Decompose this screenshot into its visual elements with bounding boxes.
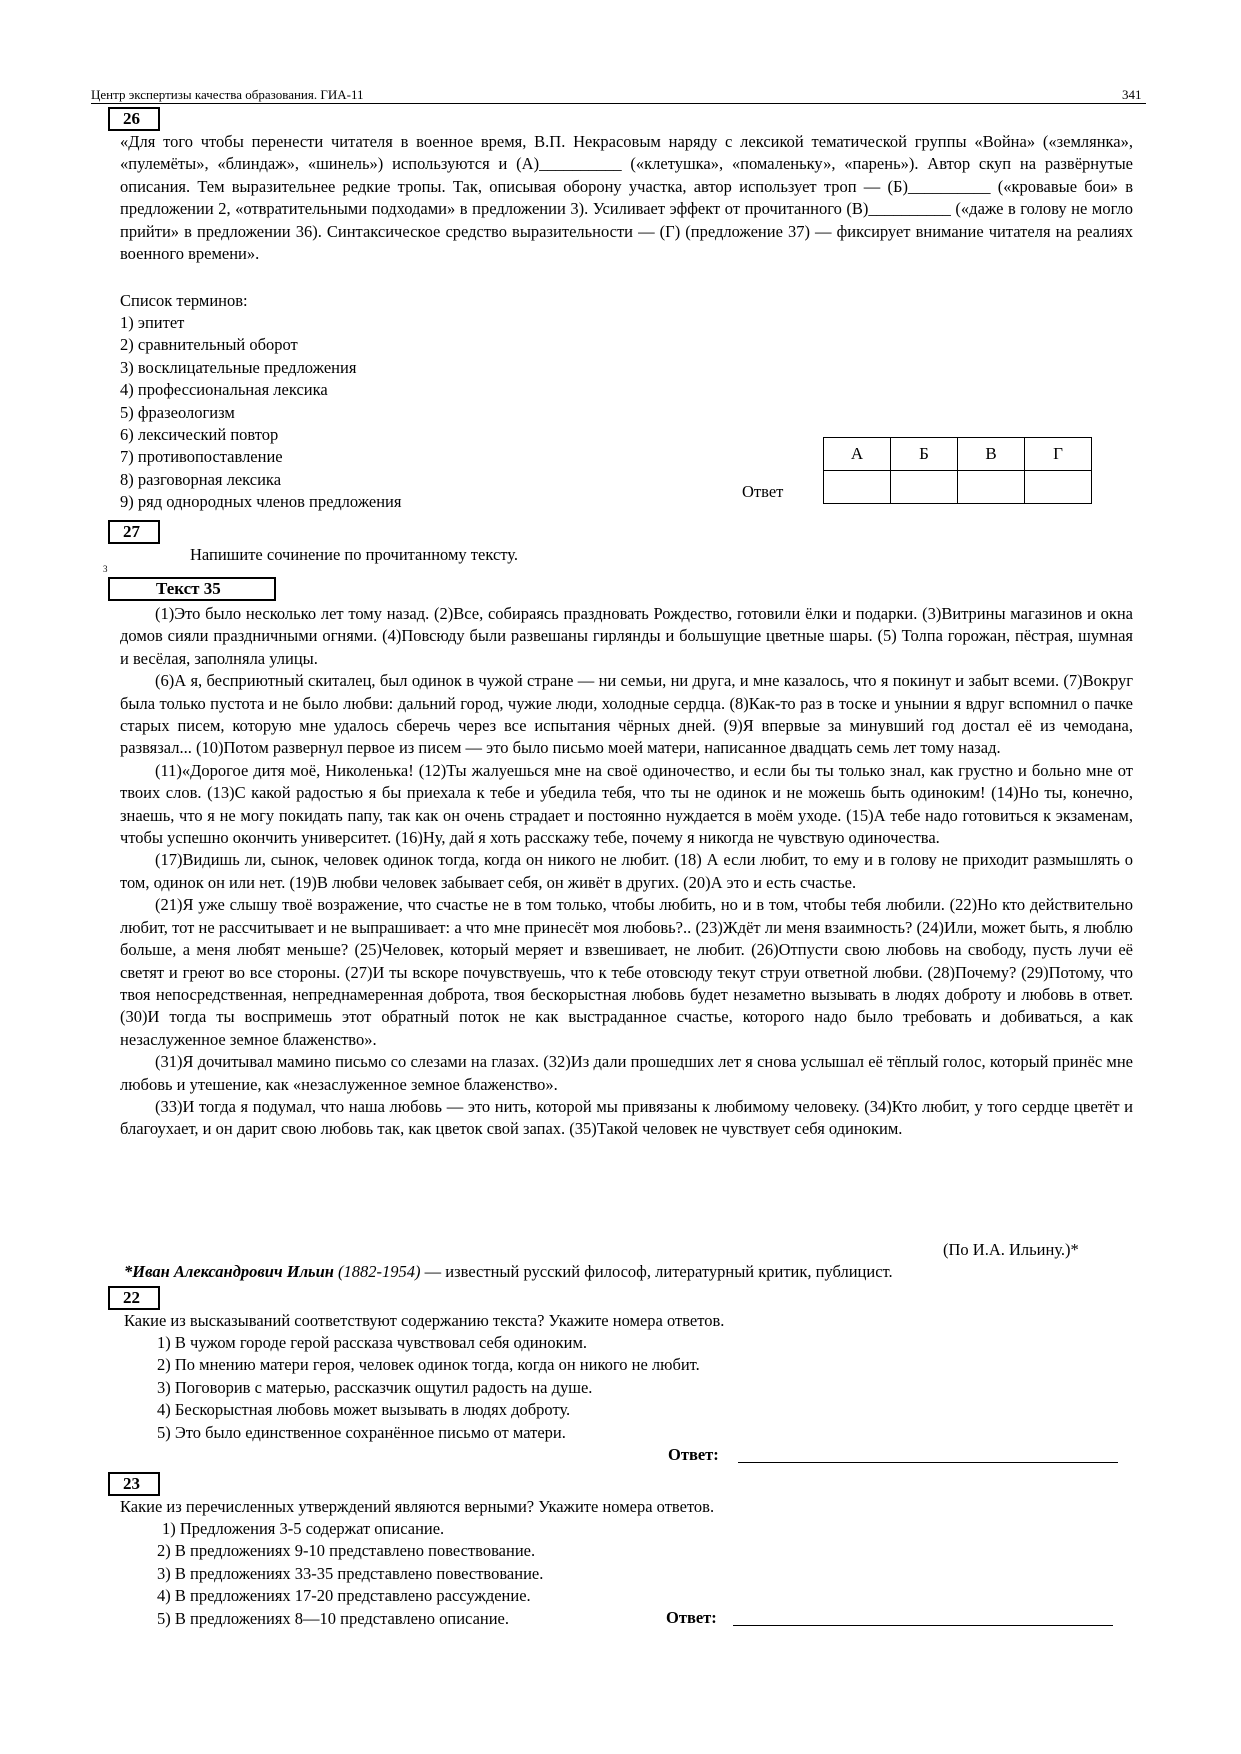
footnote-description: — известный русский философ, литературный критик, публицист. <box>420 1262 893 1281</box>
term-item: 6) лексический повтор <box>120 425 279 445</box>
task-23-options <box>157 1518 543 1630</box>
text-paragraph: (33)И тогда я подумал, что наша любовь — это нить, которой мы привязаны к любимому человеку. (34)Кто любит, у того сердце цветёт и благоухает, и он дарит свою любовь так, как цветок свой запах. (35)Такой человек не чувствует себя одиноким. <box>120 1096 1133 1139</box>
small-mark: 3 <box>103 564 108 574</box>
task-23-answer-field[interactable] <box>733 1625 1113 1626</box>
answer-cell-v[interactable] <box>958 471 1025 504</box>
header-title: Центр экспертизы качества образования. ГИА-11 <box>91 87 364 102</box>
text-paragraph: (17)Видишь ли, сынок, человек одинок тогда, когда он никого не любит. (18) А если любит, то ему и в голову не приходит размышлять о том, одинок он или нет. (19)В любви человек забывает себя, он живёт в других. (20)А это и есть счастье. <box>120 850 1133 892</box>
task-27-instruction: Напишите сочинение по прочитанному тексту. <box>190 545 518 564</box>
task-22-options <box>157 1332 700 1444</box>
task-23-question: Какие из перечисленных утверждений являются верными? Укажите номера ответов. <box>120 1497 715 1516</box>
answer-col-a: А <box>824 438 891 471</box>
text-paragraph: (1)Это было несколько лет тому назад. (2)Все, собираясь праздновать Рождество, готовили ёлки и подарки. (3)Витрины магазинов и окна домов сияли праздничными огнями. (4)Повсюду были развешаны гирлянды и большущие цветные шары. (5) Толпа горожан, пёстрая, шумная и весёлая, заполняла улицы. <box>120 604 1133 668</box>
answer-col-g: Г <box>1025 438 1092 471</box>
footnote <box>124 1261 893 1283</box>
answer-col-b: Б <box>891 438 958 471</box>
task-26-paragraph: «Для того чтобы перенести читателя в военное время, В.П. Некрасовым наряду с лексикой тематической группы «Война» («землянка», «пулемёты», «блиндаж», «шинель») используются и (А)__________ («клетушка», «помаленьку», «парень»). Автор скуп на развёрнутые описания. Тем выразительнее редкие тропы. Так, описывая оборону участка, автор использует троп — (Б)__________ («кровавые бои» в предложении 2, «отвратительными подходами» в предложении 3). Усиливает эффект от прочитанного (В)__________ («даже в голову не могло прийти» в предложении 36). Синтаксическое средство выразительности — (Г) (предложение 37) — фиксирует внимание читателя на реалиях военного времени». <box>120 132 1133 264</box>
option-item: 3) Поговорив с матерью, рассказчик ощутил радость на душе. <box>157 1377 593 1397</box>
answer-cell-b[interactable] <box>891 471 958 504</box>
task-26-number-box: 26 <box>108 107 160 131</box>
page-number: 341 <box>1122 87 1142 102</box>
term-item: 4) профессиональная лексика <box>120 380 328 400</box>
option-item: 4) Бескорыстная любовь может вызывать в людях доброту. <box>157 1400 571 1420</box>
term-item: 8) разговорная лексика <box>120 469 282 489</box>
option-item: 4) В предложениях 17-20 представлено рассуждение. <box>157 1586 531 1606</box>
term-item: 1) эпитет <box>120 313 185 332</box>
term-item: 7) противопоставление <box>120 447 283 467</box>
term-item: 3) восклицательные предложения <box>120 357 357 377</box>
text-attribution: (По И.А. Ильину.)* <box>943 1240 1079 1259</box>
answer-cell-g[interactable] <box>1025 471 1092 504</box>
task-26-answer-label: Ответ <box>742 482 784 501</box>
option-item: 3) В предложениях 33-35 представлено повествование. <box>157 1563 544 1583</box>
text-paragraph: (11)«Дорогое дитя моё, Николенька! (12)Ты жалуешься мне на своё одиночество, и если бы ты только знал, как грустно и больно мне от твоих слов. (13)С какой радостью я бы приехала к тебе и убедила тебя, что ты не одинок и не можешь быть одиноким! (14)Но ты, конечно, знаешь, что я не могу покидать папу, так как он очень страдает и постоянно нуждается в моём уходе. (15)А тебе надо готовиться к экзаменам, чтобы успешно окончить университет. (16)Ну, дай я хоть расскажу тебе, почему я никогда не чувствую одиночества. <box>120 760 1133 848</box>
text-paragraph: (6)А я, бесприютный скиталец, был одинок в чужой стране — ни семьи, ни друга, и мне казалось, что я покинут и забыт всеми. (7)Вокруг была только пустота и не было любви: дальний город, чужие люди, холодные сердца. (8)Как-то раз в тоске и унынии я вдруг вспомнил о пачке старых писем, которую мне удалось сберечь через все испытания чёрных дней. (9)Я впервые за минувший год достал её из чемодана, развязал... (10)Потом развернул первое из писем — это было письмо моей матери, написанное двадцать семь лет тому назад. <box>120 671 1133 758</box>
task-23-number-box: 23 <box>108 1472 160 1496</box>
answer-cell-a[interactable] <box>824 471 891 504</box>
task-22-answer-label: Ответ: <box>668 1445 719 1464</box>
term-item: 5) фразеологизм <box>120 402 235 422</box>
term-item: 9) ряд однородных членов предложения <box>120 492 402 512</box>
task-22-question: Какие из высказываний соответствуют содержанию текста? Укажите номера ответов. <box>124 1311 725 1330</box>
text-paragraph: (31)Я дочитывал мамино письмо со слезами на глазах. (32)Из дали прошедших лет я снова услышал её тёплый голос, который принёс мне любовь и утешение, как «незаслуженное земное блаженство». <box>120 1052 1133 1094</box>
option-item: 1) Предложения 3-5 содержат описание. <box>162 1519 445 1538</box>
option-item: 5) В предложениях 8—10 представлено описание. <box>157 1608 510 1628</box>
task-26-answer-table <box>823 437 1092 504</box>
footnote-years: (1882-1954) <box>338 1262 421 1281</box>
text-35-title-box: Текст 35 <box>108 577 276 601</box>
text-35-body <box>120 603 1133 1141</box>
terms-list <box>120 312 401 514</box>
answer-col-v: В <box>958 438 1025 471</box>
option-item: 2) В предложениях 9-10 представлено повествование. <box>157 1541 536 1561</box>
option-item: 1) В чужом городе герой рассказа чувствовал себя одиноким. <box>157 1333 588 1352</box>
text-paragraph: (21)Я уже слышу твоё возражение, что счастье не в том только, чтобы любить, но и в том, чтобы тебя любили. (22)Но кто действительно любит, тот не рассчитывает и не выпрашивает: а что мне принесёт моя любовь?.. (23)Ждёт ли меня взаимность? (24)Или, может быть, я люблю больше, а меня любят меньше? (25)Человек, который меряет и взвешивает, не любит. (26)Отпусти свою любовь на свободу, пусть лучи её светят и греют во все стороны. (27)И ты вскоре почувствуешь, что к тебе отовсюду текут струи ответной любви. (28)Почему? (29)Потому, что твоя непосредственная, непреднамеренная доброта, твоя бескорыстная любовь будет незаметно вызывать в людях доброту и любовь в ответ. (30)И тогда ты воспримешь этот обратный поток не как выстраданное счастье, которого надо было требовать и добиваться, а как незаслуженное земное блаженство». <box>120 895 1133 1049</box>
option-item: 2) По мнению матери героя, человек одинок тогда, когда он никого не любит. <box>157 1355 700 1375</box>
footnote-name: *Иван Александрович Ильин <box>124 1262 334 1281</box>
task-23-answer-label: Ответ: <box>666 1608 717 1627</box>
task-27-number-box: 27 <box>108 520 160 544</box>
option-item: 5) Это было единственное сохранённое письмо от матери. <box>157 1422 566 1442</box>
terms-title: Список терминов: <box>120 291 248 310</box>
header-rule <box>91 103 1146 104</box>
task-22-answer-field[interactable] <box>738 1462 1118 1463</box>
term-item: 2) сравнительный оборот <box>120 335 298 355</box>
task-22-number-box: 22 <box>108 1286 160 1310</box>
